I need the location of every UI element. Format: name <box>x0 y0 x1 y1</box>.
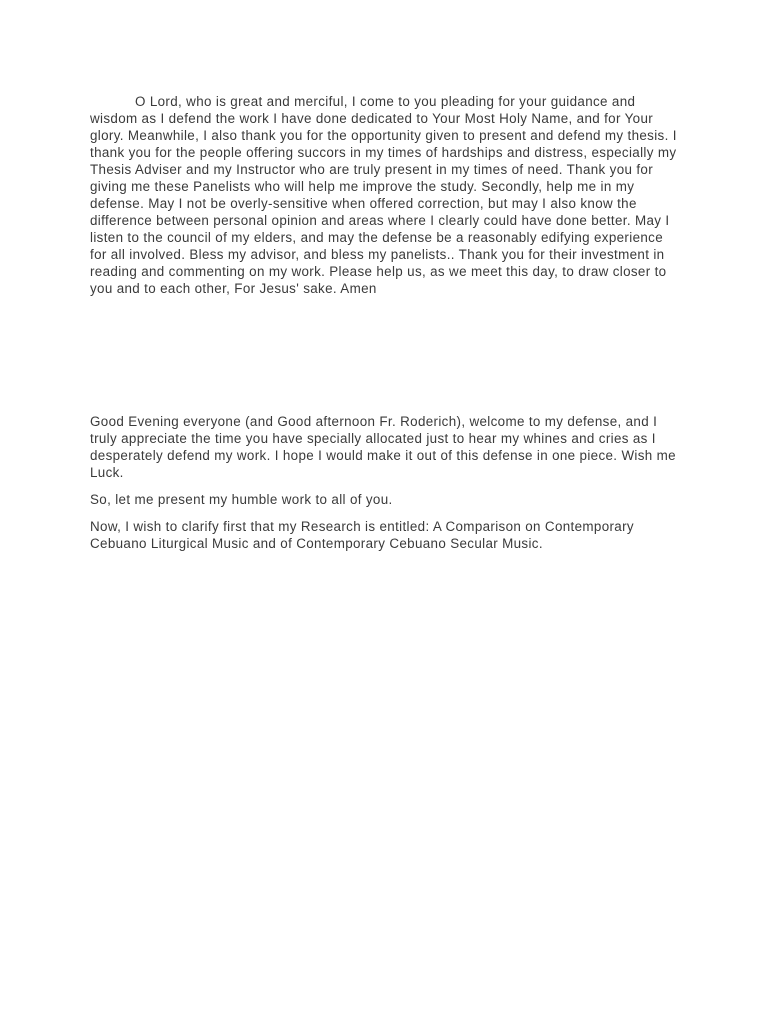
research-title-paragraph: Now, I wish to clarify first that my Research is entitled: A Comparison on Contemporary Cebuano Liturgical Music and of Contemporary Cebuano Secular Music. <box>90 519 634 551</box>
presentation-paragraph: So, let me present my humble work to all of you. <box>90 492 393 507</box>
speech-section <box>90 413 678 552</box>
prayer-section <box>90 93 678 297</box>
prayer-paragraph: O Lord, who is great and merciful, I come to you pleading for your guidance and wisdom as I defend the work I have done dedicated to Your Most Holy Name, and for Your glory. Meanwhile, I also thank you for the opportunity given to present and defend my thesis. I thank you for the people offering succors in my times of hardships and distress, especially my Thesis Adviser and my Instructor who are truly present in my times of need. Thank you for giving me these Panelists who will help me improve the study. Secondly, help me in my defense. May I not be overly-sensitive when offered correction, but may I also know the difference between personal opinion and areas where I clearly could have done better. May I listen to the council of my elders, and may the defense be a reasonably edifying experience for all involved. Bless my advisor, and bless my panelists.. Thank you for their investment in reading and commenting on my work. Please help us, as we meet this day, to draw closer to you and to each other, For Jesus' sake. Amen <box>90 94 677 296</box>
greeting-paragraph: Good Evening everyone (and Good afternoon Fr. Roderich), welcome to my defense, and I truly appreciate the time you have specially allocated just to hear my whines and cries as I desperately defend my work. I hope I would make it out of this defense in one piece. Wish me Luck. <box>90 414 676 480</box>
